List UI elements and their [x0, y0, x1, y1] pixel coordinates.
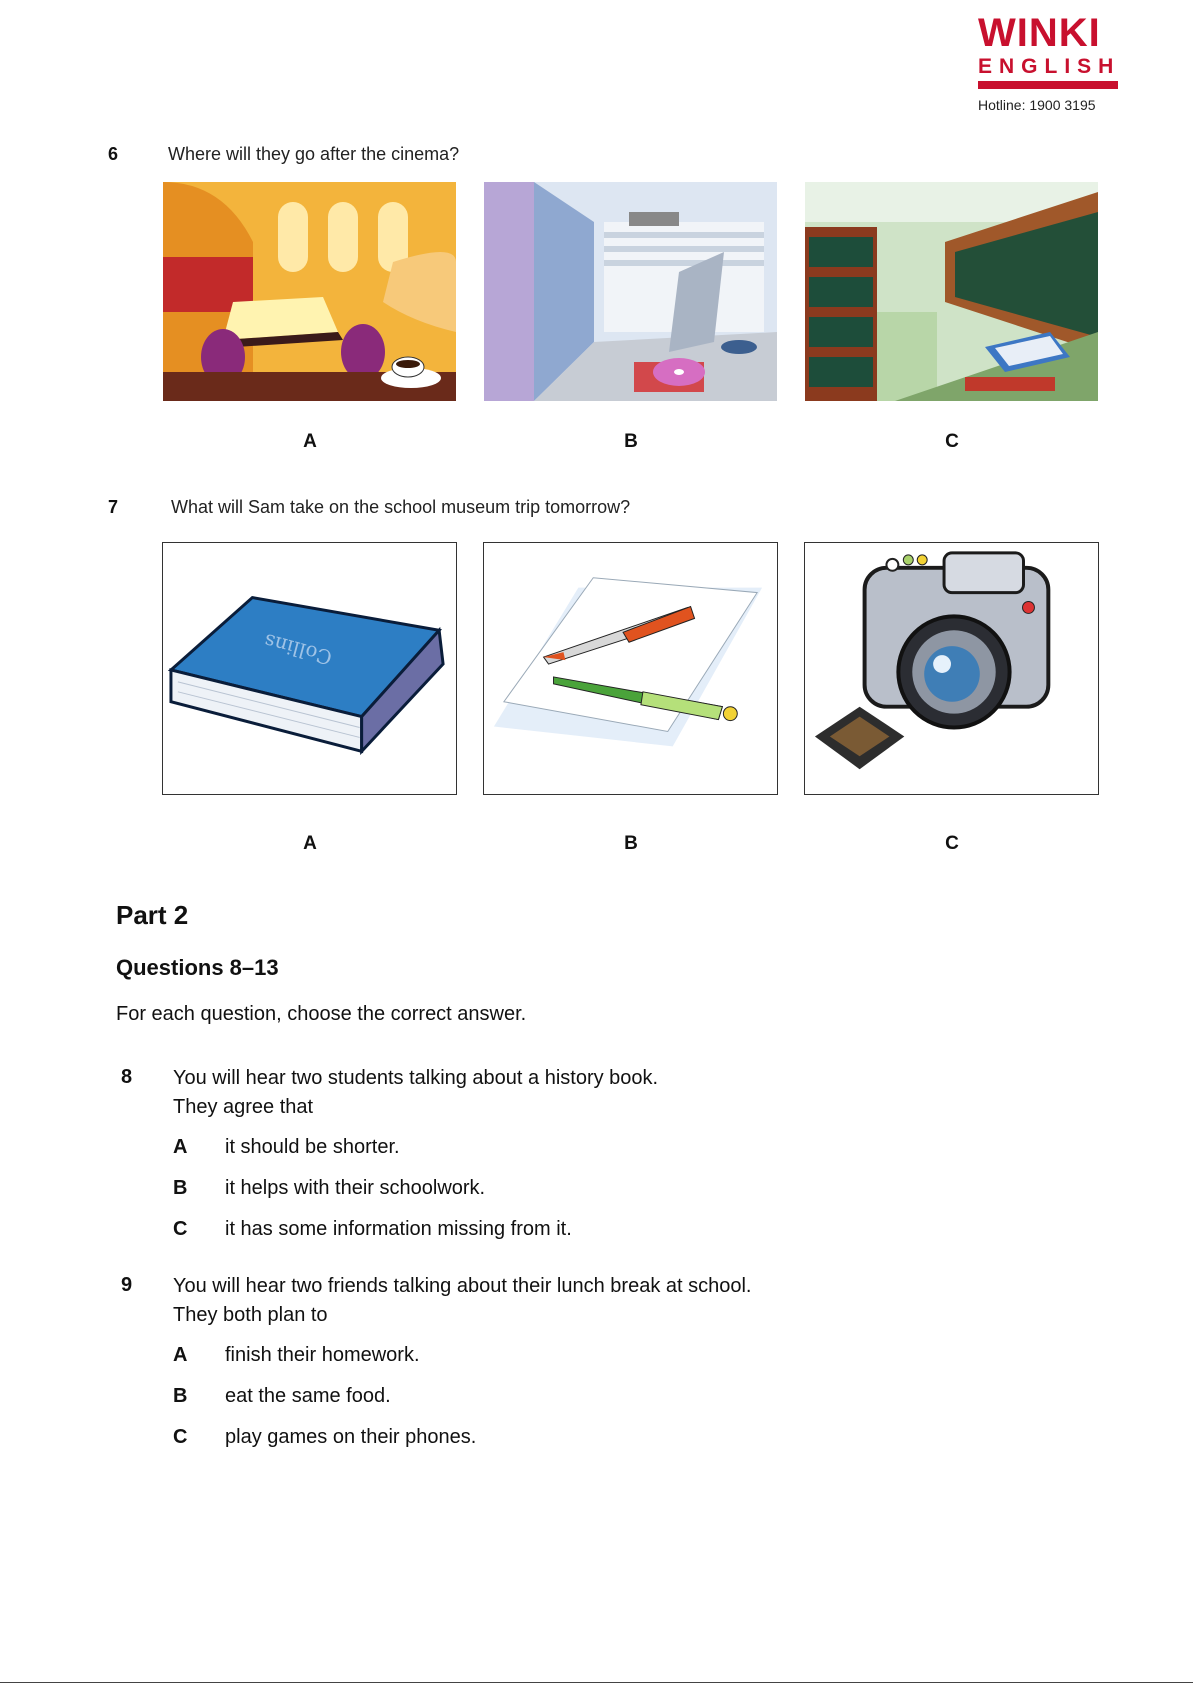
- item-prompt-line: You will hear two friends talking about their lunch break at school.: [173, 1275, 752, 1297]
- option-letter[interactable]: C: [173, 1426, 188, 1448]
- option-text[interactable]: it should be shorter.: [225, 1136, 400, 1158]
- option-label: A: [303, 431, 317, 452]
- question-text: Where will they go after the cinema?: [168, 144, 460, 164]
- brand-logo: [978, 11, 1128, 113]
- option-text[interactable]: finish their homework.: [225, 1344, 420, 1366]
- hotline-text: Hotline: 1900 3195: [978, 97, 1096, 113]
- option-text[interactable]: it has some information missing from it.: [225, 1218, 572, 1240]
- book-image[interactable]: [162, 542, 457, 795]
- option-label: B: [624, 431, 638, 452]
- instruction-text: For each question, choose the correct answer.: [116, 1003, 527, 1025]
- option-letter[interactable]: B: [173, 1385, 188, 1407]
- option-letter[interactable]: A: [173, 1344, 188, 1366]
- option-letter[interactable]: C: [173, 1218, 188, 1240]
- pens-and-paper-image[interactable]: [483, 542, 778, 795]
- pens-icon: [484, 543, 777, 794]
- option-text[interactable]: it helps with their schoolwork.: [225, 1177, 486, 1199]
- camera-image[interactable]: [804, 542, 1099, 795]
- music-store-image[interactable]: [484, 182, 777, 401]
- question-number: 7: [108, 497, 119, 517]
- item-prompt-line: They both plan to: [173, 1304, 328, 1326]
- item-prompt: [173, 1272, 752, 1330]
- book-icon: [163, 543, 456, 794]
- option-letter[interactable]: A: [173, 1136, 188, 1158]
- question-text: What will Sam take on the school museum trip tomorrow?: [171, 497, 631, 517]
- option-label: A: [303, 833, 317, 854]
- camera-icon: [805, 543, 1098, 794]
- item-number: 8: [121, 1066, 133, 1088]
- page-bottom-divider: [0, 1682, 1193, 1683]
- music-store-icon: [484, 182, 777, 401]
- item-prompt: [173, 1064, 658, 1122]
- part-title: Part 2: [116, 900, 189, 930]
- library-image[interactable]: [805, 182, 1098, 401]
- option-text[interactable]: play games on their phones.: [225, 1426, 477, 1448]
- cafe-icon: [163, 182, 456, 401]
- item-prompt-line: They agree that: [173, 1096, 314, 1118]
- option-label: C: [945, 431, 959, 452]
- item-prompt-line: You will hear two students talking about a history book.: [173, 1067, 659, 1089]
- logo-english-text: ENGLISH: [978, 55, 1121, 78]
- svg-text:Collins: Collins: [261, 628, 335, 669]
- option-label: C: [945, 833, 959, 854]
- questions-range: Questions 8–13: [116, 955, 279, 980]
- item-number: 9: [121, 1274, 133, 1296]
- library-icon: [805, 182, 1098, 401]
- question-number: 6: [108, 144, 119, 164]
- cafe-interior-image[interactable]: [163, 182, 456, 401]
- logo-bar: [978, 81, 1118, 89]
- option-label: B: [624, 833, 638, 854]
- logo-winki-text: WINKI: [978, 11, 1101, 55]
- option-text[interactable]: eat the same food.: [225, 1385, 391, 1407]
- option-letter[interactable]: B: [173, 1177, 188, 1199]
